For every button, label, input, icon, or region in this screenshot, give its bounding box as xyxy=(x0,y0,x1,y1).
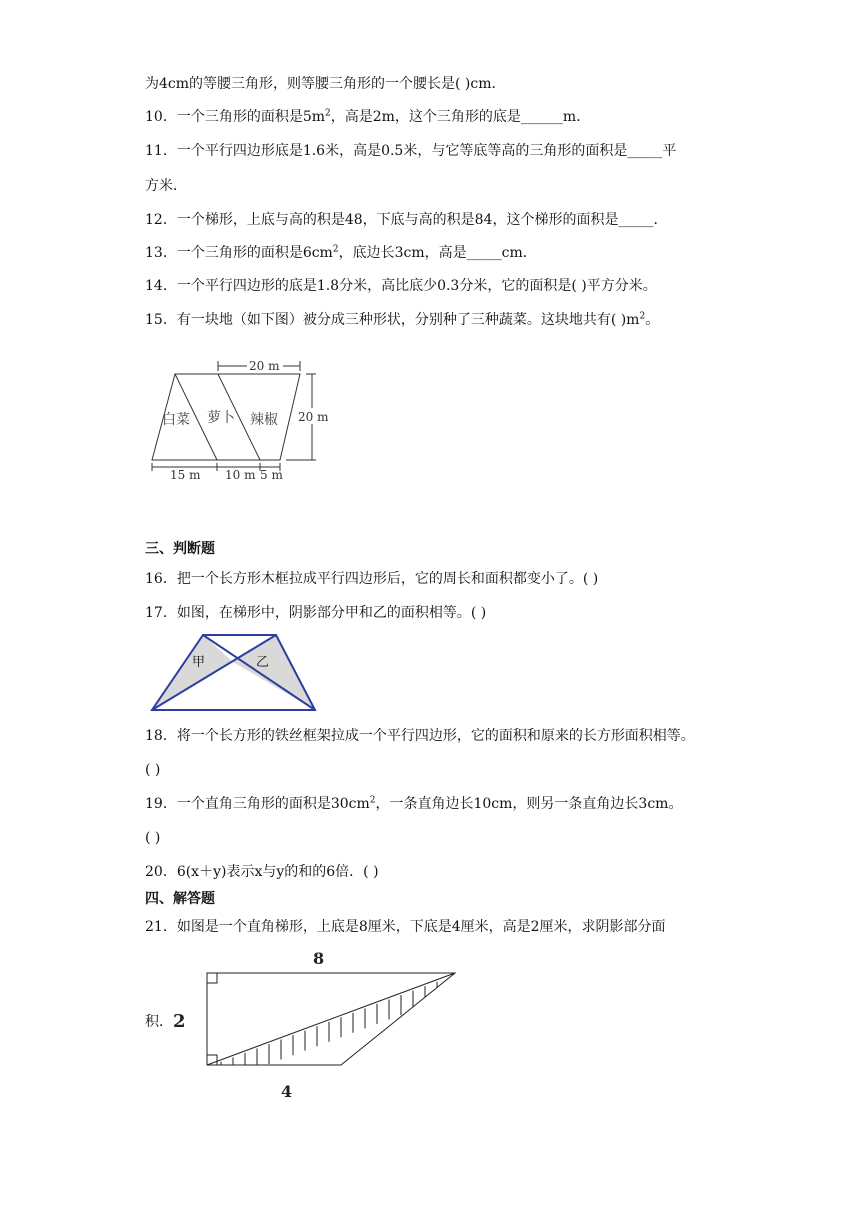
figure-21-right-trapezoid xyxy=(165,945,465,1105)
figure-15-field xyxy=(140,352,340,482)
right-angle-top xyxy=(207,973,217,983)
fig15-region-cabbage: 白菜 xyxy=(162,412,190,428)
q9-continuation: 为4cm的等腰三角形，则等腰三角形的一个腰长是( )cm． xyxy=(145,76,506,92)
q13-text-b: ，底边长3cm，高是_____cm． xyxy=(338,245,537,261)
q13-sup: 2 xyxy=(332,244,339,255)
question-13 xyxy=(145,243,537,263)
question-19-line2: ( ) xyxy=(145,830,161,846)
fig15-bottom-label-2: 10 m xyxy=(225,468,256,482)
question-17: 17．如图，在梯形中，阴影部分甲和乙的面积相等。( ) xyxy=(145,605,487,621)
q15-text-b: 。 xyxy=(645,312,660,328)
fig21-left-label: 2 xyxy=(173,1011,186,1032)
hatch-lines xyxy=(221,982,437,1065)
q10-text-b: ，高是2m，这个三角形的底是______m． xyxy=(330,109,591,125)
question-18-line1: 18．将一个长方形的铁丝框架拉成一个平行四边形，它的面积和原来的长方形面积相等。 xyxy=(145,728,695,744)
section-3-heading: 三、判断题 xyxy=(145,541,215,557)
q19-sup: 2 xyxy=(369,795,376,806)
question-12: 12．一个梯形，上底与高的积是48，下底与高的积是84，这个梯形的面积是_____． xyxy=(145,212,668,228)
q15-sup: 2 xyxy=(639,311,646,322)
question-19 xyxy=(145,794,682,814)
q13-text-a: 13．一个三角形的面积是6cm xyxy=(145,245,333,261)
question-18-line2: ( ) xyxy=(145,762,161,778)
fig15-bottom-label-3: 5 m xyxy=(260,468,283,482)
fig15-right-label: 20 m xyxy=(298,410,329,424)
question-21-line1: 21．如图是一个直角梯形，上底是8厘米，下底是4厘米，高是2厘米，求阴影部分面 xyxy=(145,919,666,935)
question-11-line1: 11．一个平行四边形底是1.6米，高是0.5米，与它等底等高的三角形的面积是_____平 xyxy=(145,143,677,159)
q19-text-b: ，一条直角边长10cm，则另一条直角边长3cm。 xyxy=(375,796,683,812)
fig21-bottom-label: 4 xyxy=(281,1082,293,1101)
shade-yi xyxy=(233,635,315,710)
trapezoid-diagonal xyxy=(207,973,455,1065)
q19-text-a: 19．一个直角三角形的面积是30cm xyxy=(145,796,370,812)
fig15-top-label: 20 m xyxy=(249,359,280,373)
fig17-label-jia: 甲 xyxy=(192,655,206,670)
figure-17-trapezoid xyxy=(148,630,318,714)
question-15 xyxy=(145,310,659,330)
question-14: 14．一个平行四边形的底是1.8分米，高比底少0.3分米，它的面积是( )平方分米。 xyxy=(145,278,657,294)
question-16: 16．把一个长方形木框拉成平行四边形后，它的周长和面积都变小了。( ) xyxy=(145,571,599,587)
section-4-heading: 四、解答题 xyxy=(145,891,215,907)
question-10 xyxy=(145,107,590,127)
fig15-bottom-label-1: 15 m xyxy=(170,468,201,482)
fig17-label-yi: 乙 xyxy=(256,655,270,670)
fig21-top-label: 8 xyxy=(313,949,325,968)
question-21-line2: 积． xyxy=(145,1014,173,1030)
question-11-line2: 方米． xyxy=(145,178,187,194)
q15-text-a: 15．有一块地（如下图）被分成三种形状，分别种了三种蔬菜。这块地共有( )m xyxy=(145,312,640,328)
fig15-region-radish: 萝卜 xyxy=(207,410,235,426)
q10-text-a: 10．一个三角形的面积是5m xyxy=(145,109,325,125)
q10-sup: 2 xyxy=(325,108,331,119)
fig15-region-pepper: 辣椒 xyxy=(250,412,278,428)
question-20: 20．6(x＋y)表示x与y的和的6倍．( ) xyxy=(145,864,379,880)
